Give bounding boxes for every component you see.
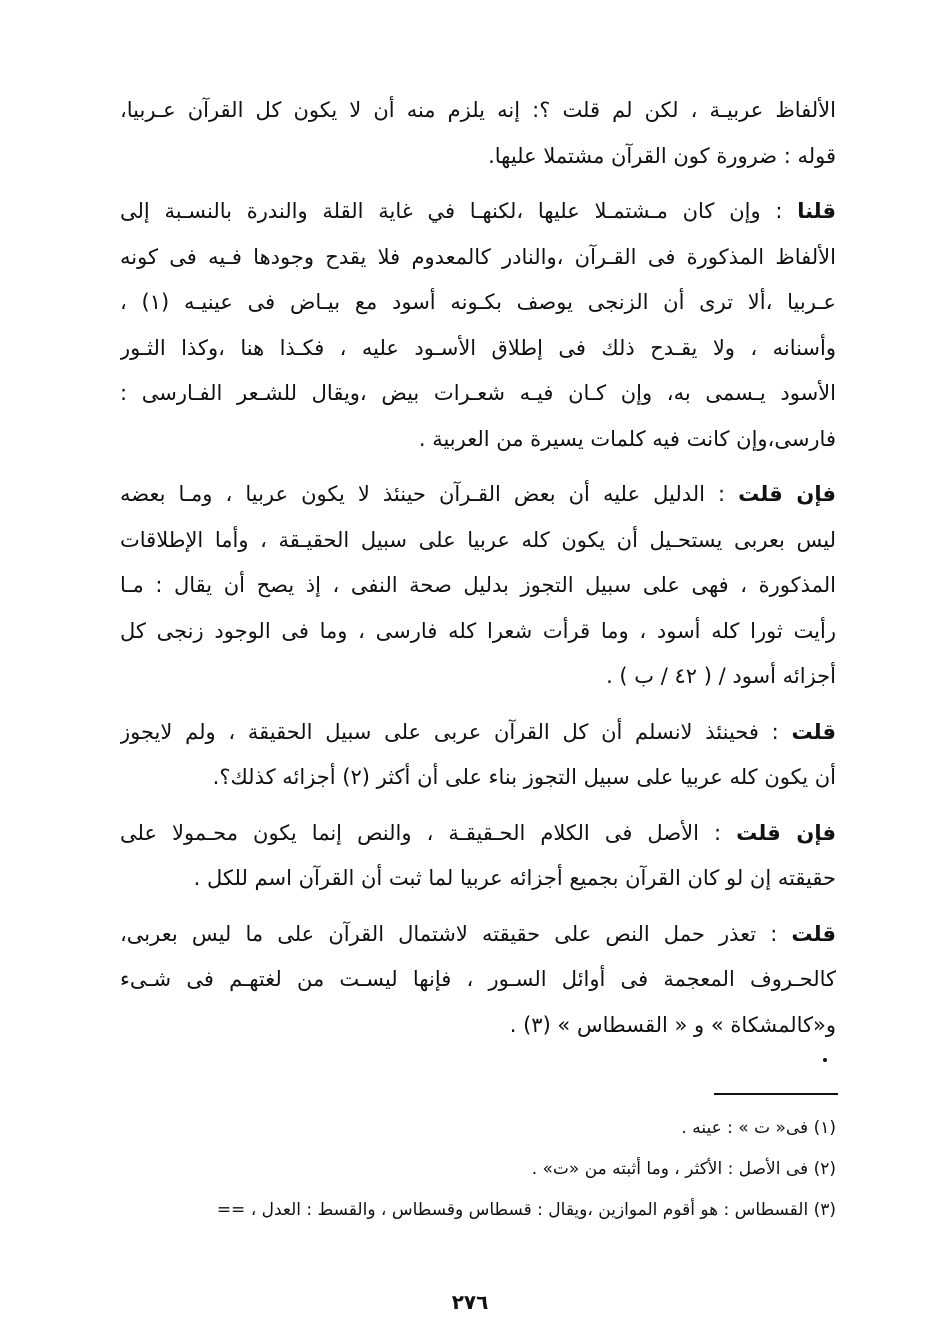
paragraph-3: [120, 472, 836, 700]
text-line: أجزائه أسود / ( ٤٢ / ب ) .: [606, 664, 836, 688]
footnote-2: (٢) فى الأصل : الأكثر ، وما أثبته من «ت» .: [531, 1159, 836, 1179]
paragraph-2: [120, 189, 836, 462]
text-line: الألفاظ المذكورة فى القـرآن ،والنادر كالمعدوم فلا يقدح وجودها فـيه فى كونه: [120, 244, 836, 269]
page-number: ٢٧٦: [451, 1290, 489, 1314]
text-line: [120, 811, 836, 857]
text-line: و«كالمشكاة » و « القسطاس » (٣) .: [509, 1012, 836, 1037]
text-segment: : تعذر حمل النص على حقيقته لاشتمال القرآن على ما ليس بعربى،: [120, 921, 778, 946]
paragraph-lead: فإن قلت: [738, 482, 836, 506]
text-line: أن يكون كله عربيا على سبيل التجوز بناء على أن أكثر (٢) أجزائه كذلك؟.: [212, 765, 836, 789]
text-line: رأيت ثورا كله أسود ، وما قرأت شعرا كله فارسى ، وما فى الوجود زنجى كل: [120, 618, 836, 643]
footnote-3: (٣) القسطاس : هو أقوم الموازين ،ويقال : قسطاس وقسطاس ، والقسط : العدل ، ==: [216, 1200, 836, 1220]
text-line: الألفاظ عربيـة ، لكن لم قلت ؟: إنه يلزم منه أن لا يكون كل القرآن عـربيا،: [120, 98, 836, 122]
text-line: قوله : ضرورة كون القرآن مشتملا عليها.: [488, 143, 836, 168]
text-line: [120, 912, 836, 958]
text-line: المذكورة ، فهى على سبيل التجوز بدليل صحة النفى ، إذ يصح أن يقال : مـا: [120, 573, 836, 597]
paragraph-lead: قلت: [791, 921, 836, 946]
text-line: عـربيا ،ألا ترى أن الزنجى يوصف بكـونه أسود مع بيـاض فى عينيـه (١) ،: [120, 290, 836, 314]
paragraph-1: [120, 88, 836, 179]
paragraph-lead: فإن قلت: [736, 820, 836, 845]
text-line: كالحـروف المعجمة فى أوائل السـور ، فإنها ليسـت من لغتهـم فى شـىء: [120, 967, 836, 991]
paragraph-lead: قلت: [791, 719, 836, 744]
text-line: [120, 472, 836, 518]
footnote-1: (١) فى« ت » : عينه .: [681, 1118, 836, 1138]
text-segment: : الأصل فى الكلام الحـقيقـة ، والنص إنما يكون محـمولا على: [120, 820, 722, 845]
text-line: [120, 710, 836, 756]
paragraph-lead: قلنا: [797, 199, 836, 223]
text-line: فارسى،وإن كانت فيه كلمات يسيرة من العربية .: [418, 426, 836, 451]
text-line: حقيقته إن لو كان القرآن بجميع أجزائه عربيا لما ثبت أن القرآن اسم للكل .: [193, 866, 836, 890]
paragraph-6: [120, 912, 836, 1049]
text-line: وأسنانه ، ولا يقـدح ذلك فى إطلاق الأسـود عليه ، فكـذا هنا ،وكذا الثـور: [120, 335, 836, 360]
ink-dot: [823, 1058, 827, 1062]
text-segment: : الدليل عليه أن بعض القـرآن حينئذ لا يكون عربيا ، ومـا بعضه: [120, 482, 726, 506]
paragraph-5: [120, 811, 836, 902]
text-line: ليس بعربى يستحـيل أن يكون كله عربيا على سبيل الحقيـقة ، وأما الإطلاقات: [120, 527, 836, 552]
text-line: الأسود يـسمى به، وإن كـان فيـه شعـرات بيض ،ويقال للشـعر الفـارسى :: [120, 381, 836, 405]
text-line: [120, 189, 836, 235]
footnotes: [120, 1108, 836, 1231]
footnote-separator: [714, 1093, 838, 1095]
text-segment: : وإن كان مـشتمـلا عليها ،لكنهـا في غاية القلة والندرة بالنسـبة إلى: [120, 199, 783, 223]
text-segment: : فحينئذ لانسلم أن كل القرآن عربى على سبيل الحقيقة ، ولم لايجوز: [120, 719, 779, 744]
paragraph-4: [120, 710, 836, 801]
